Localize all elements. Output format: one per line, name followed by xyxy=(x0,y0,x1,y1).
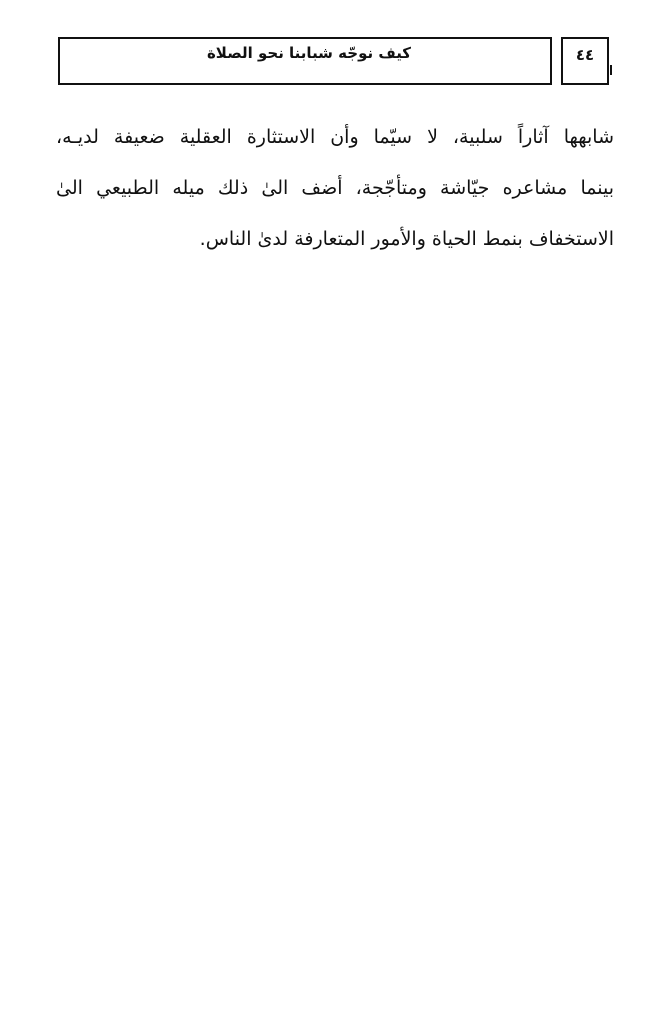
header-corner-mark xyxy=(610,65,612,75)
text-line: الاستخفاف بنمط الحياة والأمور المتعارفة لدىٰ الناس. xyxy=(199,228,614,250)
page-number-box xyxy=(561,37,609,85)
body-paragraph xyxy=(56,112,614,265)
page-header xyxy=(58,37,613,89)
running-title-box xyxy=(58,37,552,85)
running-title: كيف نوجّه شبابنا نحو الصلاة xyxy=(206,44,412,62)
text-line: بينما مشاعره جيّاشة ومتأجّجة، أضف الىٰ ذلك ميله الطبيعي الىٰ xyxy=(56,177,614,199)
text-line: شابهها آثاراً سلبية، لا سيّما وأن الاستثارة العقلية ضعيفة لديـه، xyxy=(56,126,614,148)
page-number: ٤٤ xyxy=(575,46,595,64)
